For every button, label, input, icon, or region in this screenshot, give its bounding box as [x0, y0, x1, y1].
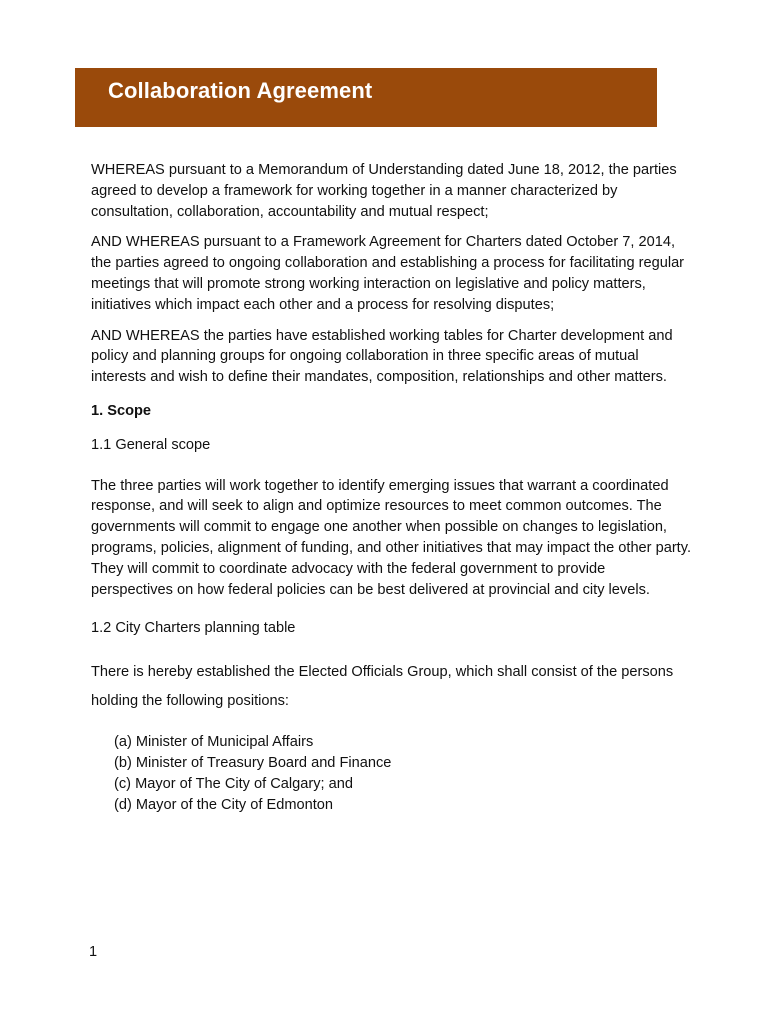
whereas-paragraph-2: AND WHEREAS pursuant to a Framework Agreement for Charters dated October 7, 2014, the parties agreed to ongoing collaboration and establishing a process for facilitating regular meetings that will promote strong working interaction on legislative and policy matters, initiatives which impact each other and a process for resolving disputes; — [91, 234, 685, 313]
list-item: (c) Mayor of The City of Calgary; and — [114, 775, 353, 792]
whereas-paragraph-3: AND WHEREAS the parties have established working tables for Charter development and policy and planning groups for ongoing collaboration in three specific areas of mutual interests and wish to define their mandates, composition, relationships and other matters. — [91, 327, 673, 386]
list-item: (b) Minister of Treasury Board and Finance — [114, 754, 392, 771]
list-item: (d) Mayor of the City of Edmonton — [114, 796, 333, 813]
subsection-heading-city-charters: 1.2 City Charters planning table — [91, 620, 296, 637]
general-scope-paragraph: The three parties will work together to identify emerging issues that warrant a coordinated response, and will seek to align and optimize resources to meet common outcomes. The governments will commit to engage one another when possible on changes to legislation, programs, policies, alignment of funding, and other initiatives that may impact the other party. They will commit to coordinate advocacy with the federal government to provide perspectives on how federal policies can be best delivered at provincial and city levels. — [91, 477, 692, 598]
list-item: (a) Minister of Municipal Affairs — [114, 734, 314, 751]
document-body — [91, 160, 691, 815]
whereas-paragraph-1: WHEREAS pursuant to a Memorandum of Understanding dated June 18, 2012, the parties agreed to develop a framework for working together in a manner characterized by consultation, collaboration, accountability and mutual respect; — [91, 162, 677, 220]
page-number: 1 — [89, 944, 98, 960]
positions-list — [91, 732, 691, 815]
title-banner — [75, 68, 657, 127]
subsection-heading-general-scope: 1.1 General scope — [91, 436, 211, 453]
document-title: Collaboration Agreement — [108, 78, 373, 103]
section-heading-scope: 1. Scope — [91, 402, 152, 419]
elected-officials-paragraph: There is hereby established the Elected Officials Group, which shall consist of the persons holding the following positions: — [91, 664, 674, 710]
